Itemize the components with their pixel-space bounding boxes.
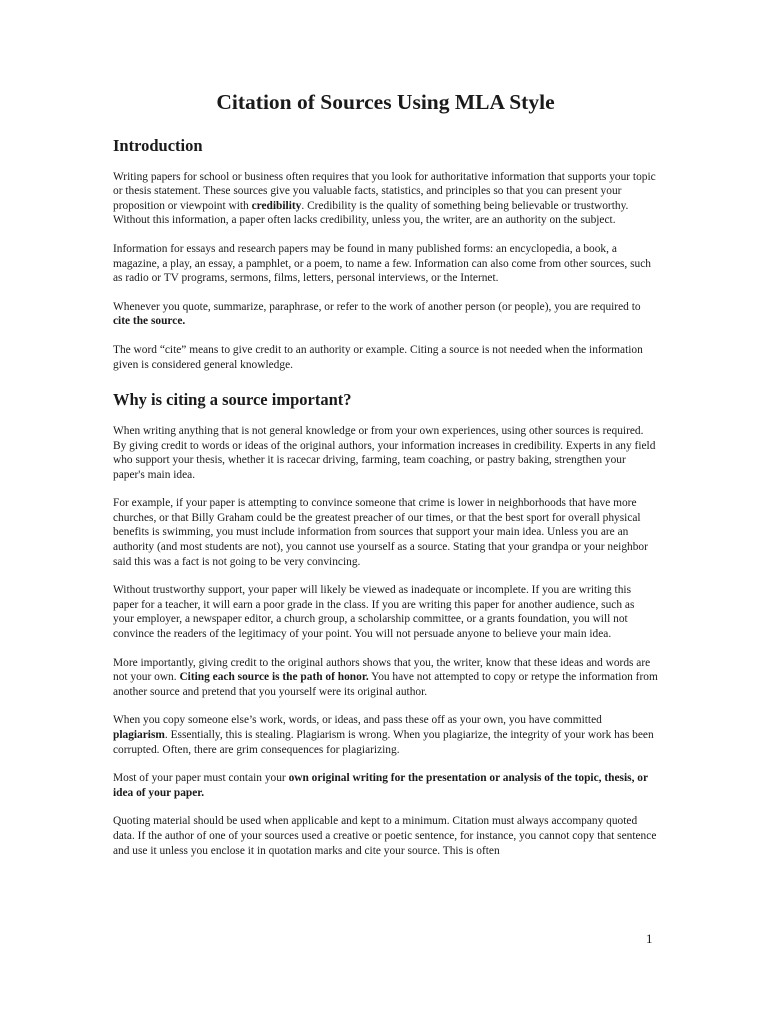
why-paragraph-7: Quoting material should be used when applicable and kept to a minimum. Citation must always accompany quoted data. If the author of one of your sources used a creative or poetic sentence, for instance, you cannot copy that sentence and use it unless you enclose it in quotation marks and cite your source. This is often	[113, 815, 657, 857]
text-run: . Credibility is the quality of something being believable or trustworthy. Without this information, a paper often lacks credibility, unless you, the writer, are an authority on the subject.	[113, 199, 629, 227]
why-paragraph-4	[113, 656, 658, 700]
bold-term-plagiarism: plagiarism	[113, 729, 165, 742]
document-title: Citation of Sources Using MLA Style	[216, 90, 555, 114]
bold-term-credibility: credibility	[251, 199, 302, 212]
page-content	[113, 90, 658, 872]
why-paragraph-1: When writing anything that is not general knowledge or from your own experiences, using other sources is required. By giving credit to words or ideas of the original authors, your information increases in credibility. Experts in any field who support your thesis, whether it is racecar driving, farming, team coaching, or pastry baking, strengthen your paper's main idea.	[113, 424, 656, 481]
page-number: 1	[646, 931, 653, 946]
why-paragraph-3: Without trustworthy support, your paper will likely be viewed as inadequate or incomplete. If you are writing this paper for a teacher, it will earn a poor grade in the class. If you are writing this paper for another audience, such as your employer, a newspaper editor, a church group, a scholarship committee, or a grants foundation, you will not convince the readers of the legitimacy of your point. You will not persuade anyone to believe your main idea.	[113, 584, 635, 641]
bold-cite-the-source: cite the source.	[113, 315, 186, 328]
text-run: Writing papers for school or business often requires that you look for authoritative information that supports your topic or thesis statement. These sources give you valuable facts, statistics, and principles so that you can present your proposition or viewpoint with	[113, 170, 656, 212]
text-run: You have not attempted to copy or retype the information from another source and pretend that you yourself were its original author.	[113, 671, 658, 698]
text-run: . Essentially, this is stealing. Plagiarism is wrong. When you plagiarize, the integrity of your work has been corrupted. Often, there are grim consequences for plagiarizing.	[113, 729, 654, 756]
why-paragraph-5	[113, 713, 658, 757]
intro-paragraph-2: Information for essays and research papers may be found in many published forms: an encyclopedia, a book, a magazine, a play, an essay, a pamphlet, or a poem, to name a few. Information can also come from other sources, such as radio or TV programs, sermons, films, letters, personal interviews, or the Internet.	[113, 242, 652, 285]
bold-own-original-writing: own original writing for the presentation or analysis of the topic, thesis, or idea of your paper.	[113, 772, 648, 799]
why-paragraph-6	[113, 771, 658, 800]
intro-paragraph-4: The word “cite” means to give credit to an authority or example. Citing a source is not needed when the information given is considered general knowledge.	[113, 343, 643, 371]
section-heading-why-cite: Why is citing a source important?	[113, 390, 352, 410]
text-run: When you copy someone else’s work, words, or ideas, and pass these off as your own, you have committed	[113, 714, 602, 727]
section-heading-introduction: Introduction	[113, 135, 203, 155]
text-run: Most of your paper must contain your	[113, 772, 289, 785]
intro-paragraph-3	[113, 300, 658, 329]
why-paragraph-2: For example, if your paper is attempting to convince someone that crime is lower in neighborhoods that have more churches, or that Billy Graham could be the greatest preacher of our times, or that the best sport for overall physical benefits is swimming, you must include information from sources that support your main idea. Unless you are an authority (and most students are not), you cannot use yourself as a source. Stating that your grandpa or your neighbor said this was a fact is not going to be very convincing.	[113, 497, 648, 568]
intro-paragraph-1	[113, 170, 658, 228]
text-run: More importantly, giving credit to the original authors shows that you, the writer, know that these ideas and words are not your own.	[113, 656, 651, 684]
bold-path-of-honor: Citing each source is the path of honor.	[179, 671, 369, 684]
text-run: Whenever you quote, summarize, paraphrase, or refer to the work of another person (or people), you are required to	[113, 300, 641, 313]
